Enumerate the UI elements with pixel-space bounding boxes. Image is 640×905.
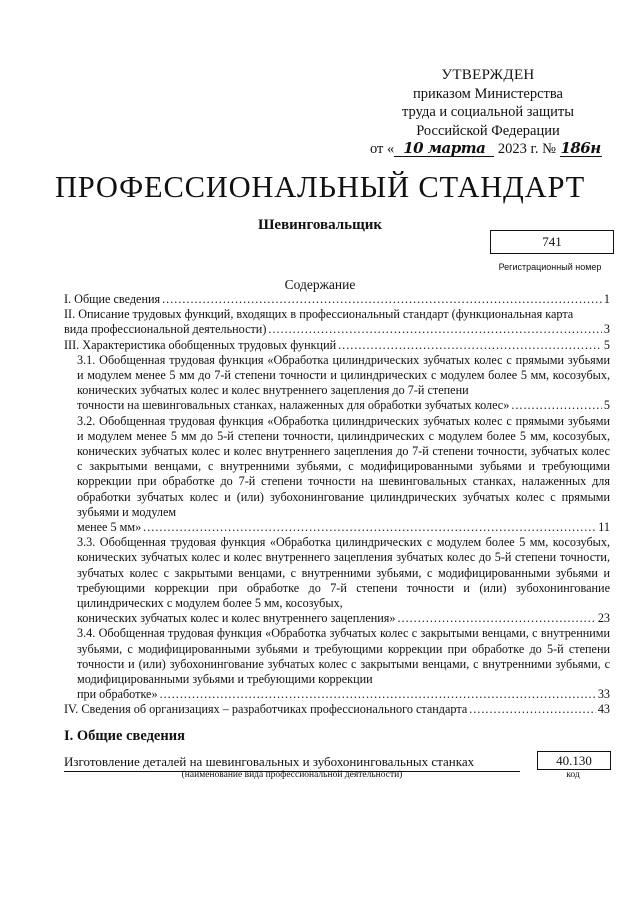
toc-leader <box>143 520 596 535</box>
toc-page-number: 11 <box>598 520 610 535</box>
approval-date-line <box>370 140 608 159</box>
toc-entry-functions-map[interactable] <box>64 307 610 337</box>
date-prefix: от « <box>370 141 395 157</box>
toc-page-number: 43 <box>597 702 610 717</box>
approval-line-federation: Российской Федерации <box>416 122 560 139</box>
toc-leader <box>469 702 596 717</box>
toc-page-number: 3 <box>603 322 610 337</box>
toc-entry-3-4[interactable] <box>64 626 610 702</box>
toc-entry-developers[interactable] <box>64 702 610 717</box>
toc-entry-generalized-functions[interactable] <box>64 338 610 353</box>
section-heading-general: I. Общие сведения <box>64 728 185 744</box>
toc-page-number: 5 <box>603 337 610 352</box>
toc-leader <box>160 687 596 702</box>
toc-entry-title-end: конических зубчатых колес и колес внутреннего зацепления» <box>77 611 396 626</box>
standard-subject: Шевинговальщик <box>257 217 383 233</box>
approval-block <box>368 66 608 159</box>
activity-type-caption: (наименование вида профессиональной деятельности) <box>181 770 403 780</box>
registration-number-label: Регистрационный номер <box>498 262 602 272</box>
activity-code-label: код <box>566 770 580 780</box>
toc-entry-title: 3.2. Обобщенная трудовая функция «Обработка цилиндрических зубчатых колес с прямыми зубьями и модулем менее 5 мм до 5-й степени точности, цилиндрических с модулем более 5 мм, косозубых, конических зубчатых колес и колес внутреннего зацепления до 7-й степени точности, зубчатых колес с закрытыми венцами, с внутренними зубьями, с модифицированными зубьями и требующими коррекции при обработке до 7-й степени точности на шевинговальных станках, налаженных для обработки зубчатых колес и (или) зубохонингование цилиндрических зубчатых колес с прямыми зубьями и модулем <box>77 413 610 519</box>
activity-code-box: 40.130 <box>537 751 611 770</box>
year-text: 2023 г. № <box>494 141 560 157</box>
toc-leader <box>338 338 602 353</box>
toc-leader <box>268 322 602 337</box>
approval-line-labor: труда и социальной защиты <box>402 104 574 120</box>
activity-type-field: Изготовление деталей на шевинговальных и зубохонинговальных станках <box>64 754 520 772</box>
toc-entry-title-end: вида профессиональной деятельности) <box>64 322 267 337</box>
approval-status: УТВЕРЖДЕН <box>441 67 535 83</box>
toc-entry-3-3[interactable] <box>64 535 610 626</box>
toc-entry-title: IV. Сведения об организациях – разработчиках профессионального стандарта <box>64 702 468 717</box>
toc-entry-general[interactable] <box>64 292 610 307</box>
toc-entry-title: I. Общие сведения <box>64 292 161 306</box>
toc-page-number: 5 <box>603 398 610 413</box>
toc-page-number: 1 <box>603 292 610 306</box>
approval-line-ministry: приказом Министерства <box>413 85 563 102</box>
toc-entry-title: 3.3. Обобщенная трудовая функция «Обработка цилиндрических с модулем более 5 мм, косозубых, конических зубчатых колес и колес внутреннего зацепления зубчатых колес до 5-й степени точности, зубчатых колес с закрытыми венцами, с внутренними зубьями, с модифицированными зубьями и требующими коррекции при обработке до 7-й степени точности и (или) зубохонингование цилиндрических с модулем более 5 мм, косозубых, <box>77 535 610 611</box>
document-title: ПРОФЕССИОНАЛЬНЫЙ СТАНДАРТ <box>54 170 586 204</box>
toc-entry-3-2[interactable] <box>64 414 610 536</box>
toc-entry-title-end: при обработке» <box>77 687 158 702</box>
registration-number-box: 741 <box>490 230 614 254</box>
handwritten-date: 10 марта <box>394 140 494 157</box>
table-of-contents <box>64 292 610 718</box>
toc-title: Содержание <box>284 277 356 292</box>
handwritten-order-number: 186н <box>560 139 601 157</box>
toc-entry-title-end: менее 5 мм» <box>77 520 142 535</box>
toc-page-number: 33 <box>597 687 610 702</box>
toc-leader <box>397 611 595 626</box>
toc-leader <box>162 292 602 307</box>
toc-entry-title: 3.4. Обобщенная трудовая функция «Обработка зубчатых колес с закрытыми венцами, с внутренними зубьями, с модифицированными зубьями и требующими коррекции при обработке до 5-й степени точности и (или) зубохонингование зубчатых колес с закрытыми венцами, с внутренними зубьями, с модифицированными зубьями и требующими коррекции <box>77 626 610 687</box>
toc-entry-title-end: точности на шевинговальных станках, налаженных для обработки зубчатых колес» <box>77 398 510 413</box>
toc-entry-3-1[interactable] <box>64 353 610 414</box>
toc-leader <box>511 398 602 413</box>
toc-entry-title: 3.1. Обобщенная трудовая функция «Обработка цилиндрических зубчатых колес с прямыми зубьями и модулем менее 5 мм до 7-й степени точности и цилиндрических с модулем более 5 мм, косозубых, конических зубчатых колес и колес внутреннего зацепления до 7-й степени <box>77 352 610 398</box>
toc-entry-title: III. Характеристика обобщенных трудовых функций <box>64 337 337 352</box>
toc-page-number: 23 <box>597 611 610 626</box>
toc-entry-title: II. Описание трудовых функций, входящих в профессиональный стандарт (функциональная карта <box>64 307 574 322</box>
